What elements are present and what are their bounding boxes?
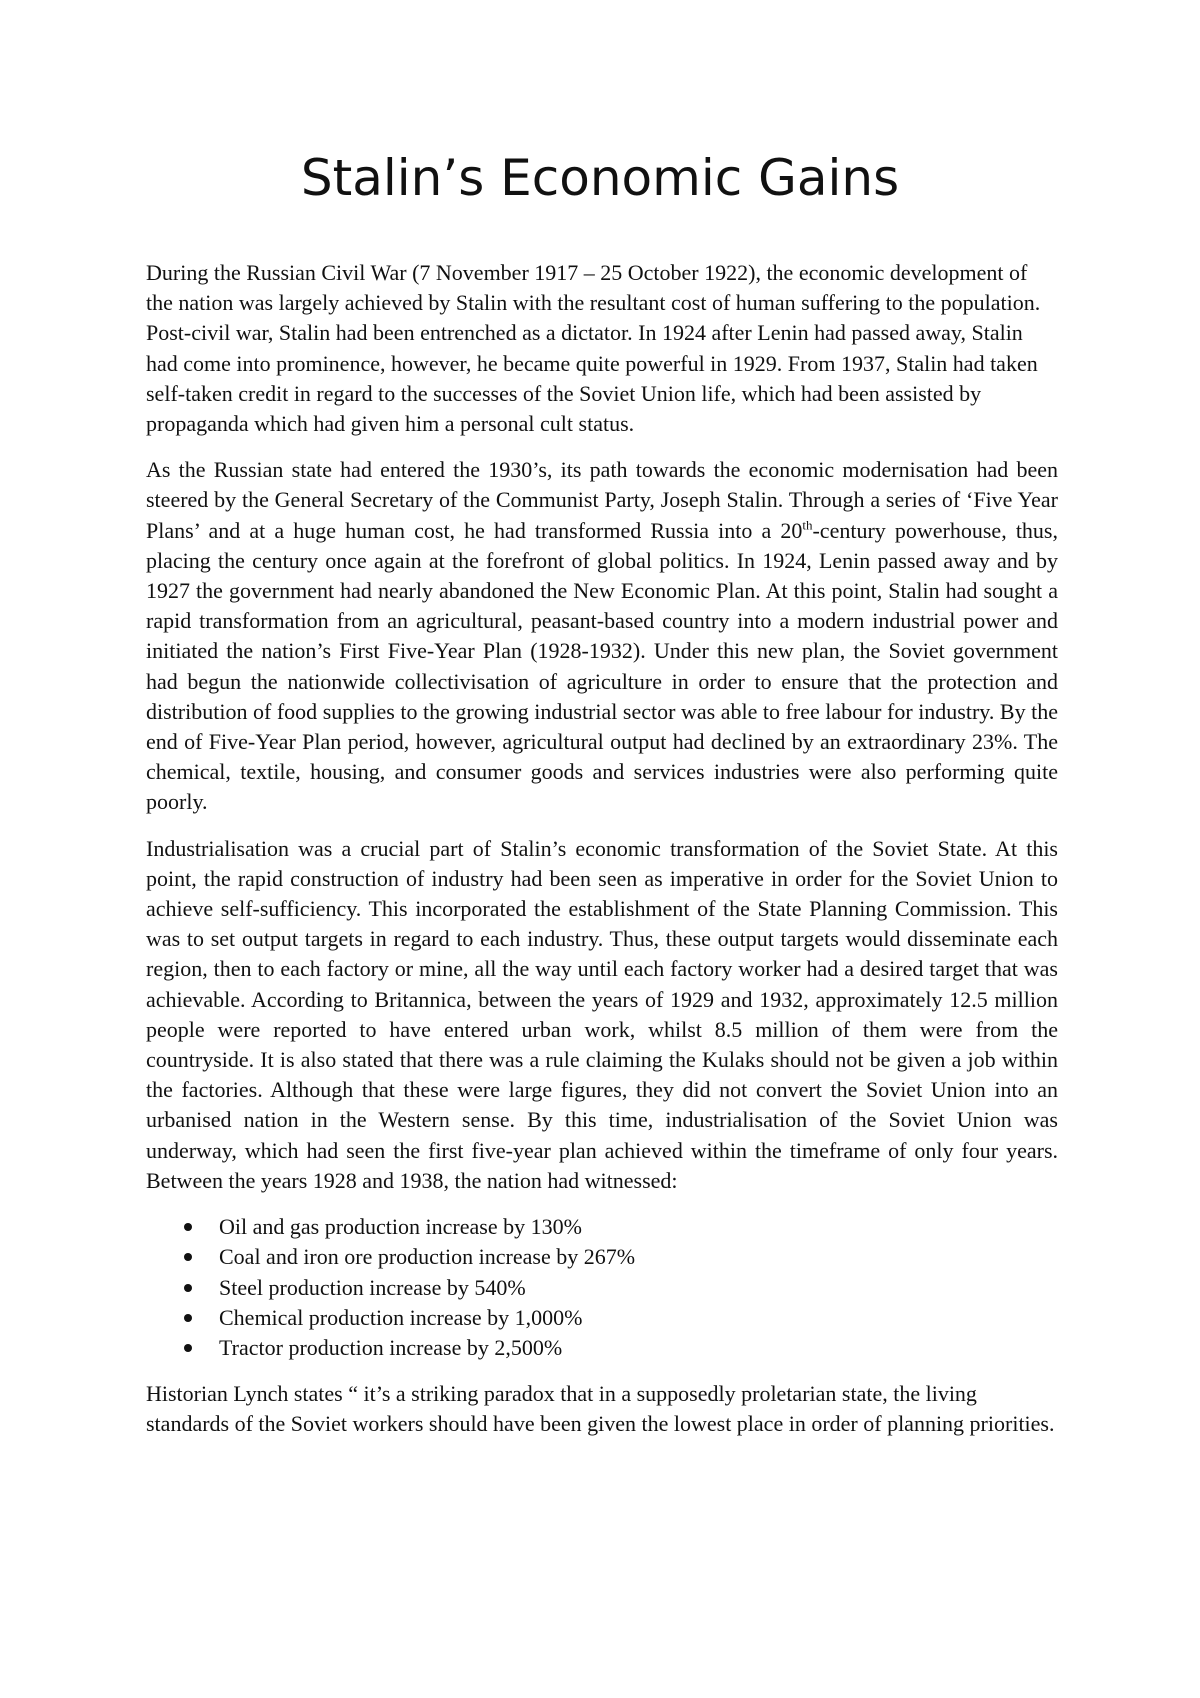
list-item <box>146 1333 1058 1363</box>
paragraph-five-year-plans-text-b: -century powerhouse, thus, placing the century once again at the forefront of global politics. In 1924, Lenin passed away and by 1927 the government had nearly abandoned the New Economic Plan. At this point, Stalin had sought a rapid transformation from an agricultural, peasant-based country into a modern industrial power and initiated the nation’s First Five-Year Plan (1928-1932). Under this new plan, the Soviet government had begun the nationwide collectivisation of agriculture in order to ensure that the protection and distribution of food supplies to the growing industrial sector was able to free labour for industry. By the end of Five-Year Plan period, however, agricultural output had declined by an extraordinary 23%. The chemical, textile, housing, and consumer goods and services industries were also performing quite poorly. <box>146 517 1058 815</box>
list-item <box>146 1212 1058 1242</box>
bullet-dot-icon <box>184 1314 192 1322</box>
list-item <box>146 1242 1058 1272</box>
paragraph-lynch-quote: Historian Lynch states “ it’s a striking paradox that in a supposedly proletarian state, the living standards of the Soviet workers should have been given the lowest place in order of planning priorities. <box>146 1381 1055 1437</box>
paragraph-civil-war: During the Russian Civil War (7 November 1917 – 25 October 1922), the economic development of the nation was largely achieved by Stalin with the resultant cost of human suffering to the population. Post-civil war, Stalin had been entrenched as a dictator. In 1924 after Lenin had passed away, Stalin had come into prominence, however, he became quite powerful in 1929. From 1937, Stalin had taken self-taken credit in regard to the successes of the Soviet Union life, which had been assisted by propaganda which had given him a personal cult status. <box>146 260 1041 437</box>
superscript-th: th <box>802 517 813 533</box>
document-title: Stalin’s Economic Gains <box>300 149 900 207</box>
list-item-text: Oil and gas production increase by 130% <box>219 1214 582 1240</box>
bullet-dot-icon <box>184 1223 192 1231</box>
list-item-text: Chemical production increase by 1,000% <box>219 1304 583 1330</box>
bullet-dot-icon <box>184 1344 192 1352</box>
document-body <box>146 258 1058 1456</box>
production-increase-list <box>146 1212 1058 1363</box>
paragraph-industrialisation: Industrialisation was a crucial part of Stalin’s economic transformation of the Soviet State. At this point, the rapid construction of industry had been seen as imperative in order for the Soviet Union to achieve self-sufficiency. This incorporated the establishment of the State Planning Commission. This was to set output targets in regard to each industry. Thus, these output targets would disseminate each region, then to each factory or mine, all the way until each factory worker had a desired target that was achievable. According to Britannica, between the years of 1929 and 1932, approximately 12.5 million people were reported to have entered urban work, whilst 8.5 million of them were from the countryside. It is also stated that there was a rule claiming the Kulaks should not be given a job within the factories. Although that these were large figures, they did not convert the Soviet Union into an urbanised nation in the Western sense. By this time, industrialisation of the Soviet Union was underway, which had seen the first five-year plan achieved within the timeframe of only four years. Between the years 1928 and 1938, the nation had witnessed: <box>146 835 1058 1193</box>
list-item <box>146 1273 1058 1303</box>
paragraph-five-year-plans-text-a: As the Russian state had entered the 1930’s, its path towards the economic modernisation had been steered by the General Secretary of the Communist Party, Joseph Stalin. Through a series of ‘Five Year Plans’ and at a huge human cost, he had transformed Russia into a 20 <box>146 457 1058 543</box>
list-item-text: Steel production increase by 540% <box>219 1274 526 1300</box>
list-item-text: Coal and iron ore production increase by 267% <box>219 1244 636 1270</box>
bullet-dot-icon <box>184 1253 192 1261</box>
bullet-dot-icon <box>184 1284 192 1292</box>
list-item-text: Tractor production increase by 2,500% <box>219 1334 563 1360</box>
list-item <box>146 1303 1058 1333</box>
paragraph-five-year-plans <box>146 455 1058 817</box>
